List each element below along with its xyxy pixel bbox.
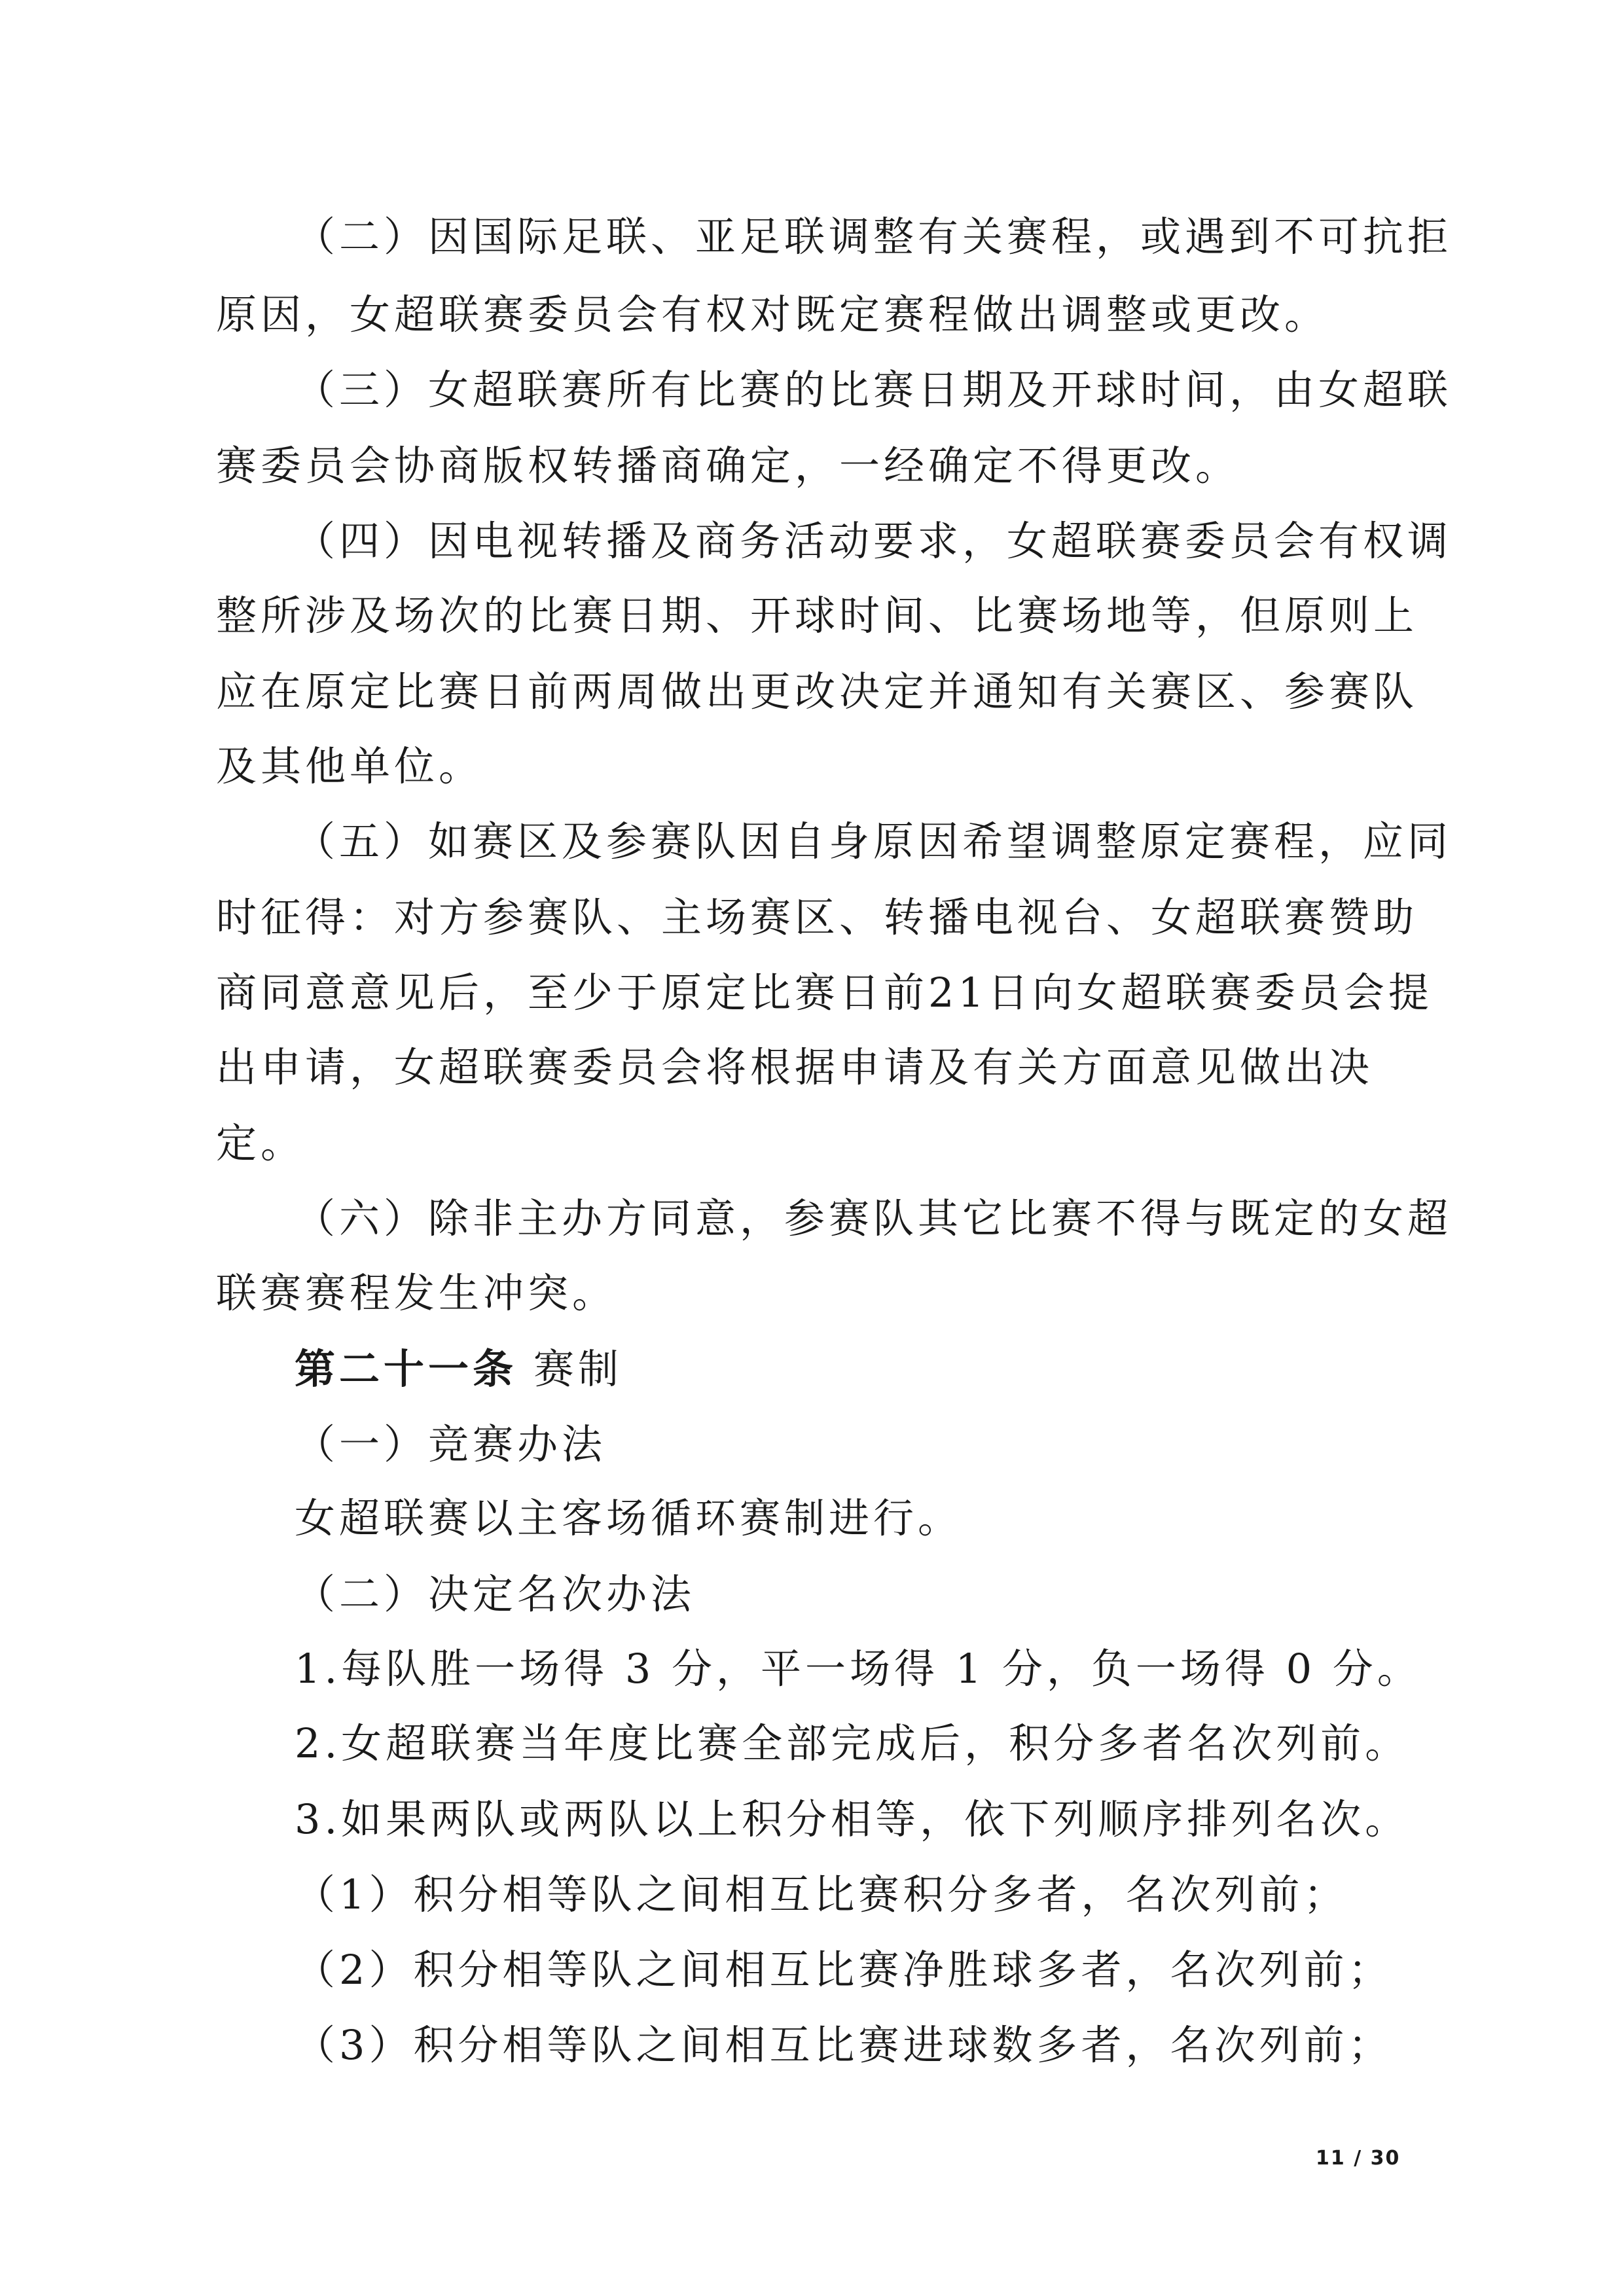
page-number: 11 / 30 (1316, 2147, 1401, 2170)
paragraph-line: 赛委员会协商版权转播商确定，一经确定不得更改。 (216, 442, 1240, 490)
article-title: 赛制 (533, 1345, 623, 1393)
list-item: （3）积分相等队之间相互比赛进球数多者，名次列前； (295, 2021, 1393, 2069)
paragraph-line: 原因，女超联赛委员会有权对既定赛程做出调整或更改。 (216, 291, 1329, 338)
list-item: （2）积分相等队之间相互比赛净胜球多者，名次列前； (295, 1946, 1393, 1994)
paragraph-line: 时征得：对方参赛队、主场赛区、转播电视台、女超联赛赞助 (216, 893, 1418, 941)
paragraph-line: 商同意意见后，至少于原定比赛日前21日向女超联赛委员会提 (216, 969, 1433, 1016)
paragraph-line: 联赛赛程发生冲突。 (216, 1269, 617, 1317)
list-item: 1.每队胜一场得 3 分，平一场得 1 分，负一场得 0 分。 (295, 1645, 1422, 1693)
section-heading: （一）竞赛办法 (295, 1420, 607, 1468)
paragraph-line: 出申请，女超联赛委员会将根据申请及有关方面意见做出决 (216, 1043, 1374, 1091)
paragraph-line: 应在原定比赛日前两周做出更改决定并通知有关赛区、参赛队 (216, 668, 1418, 715)
paragraph-line: （五）如赛区及参赛队因自身原因希望调整原定赛程，应同 (295, 817, 1453, 865)
list-item: 3.如果两队或两队以上积分相等，依下列顺序排列名次。 (295, 1795, 1410, 1843)
paragraph-line: （六）除非主办方同意，参赛队其它比赛不得与既定的女超 (295, 1194, 1453, 1242)
paragraph-line: 整所涉及场次的比赛日期、开球时间、比赛场地等，但原则上 (216, 592, 1418, 639)
list-item: （1）积分相等队之间相互比赛积分多者，名次列前； (295, 1871, 1348, 1918)
paragraph-line: 定。 (216, 1119, 306, 1167)
paragraph-line: （四）因电视转播及商务活动要求，女超联赛委员会有权调 (295, 517, 1453, 565)
paragraph-line: （二）因国际足联、亚足联调整有关赛程，或遇到不可抗拒 (295, 213, 1453, 260)
paragraph-line: 及其他单位。 (216, 742, 484, 790)
section-heading: （二）决定名次办法 (295, 1570, 696, 1618)
paragraph-line: （三）女超联赛所有比赛的比赛日期及开球时间，由女超联 (295, 366, 1453, 414)
paragraph-line: 女超联赛以主客场循环赛制进行。 (295, 1494, 963, 1542)
list-item: 2.女超联赛当年度比赛全部完成后，积分多者名次列前。 (295, 1719, 1410, 1767)
article-heading: 第二十一条 (295, 1345, 518, 1393)
